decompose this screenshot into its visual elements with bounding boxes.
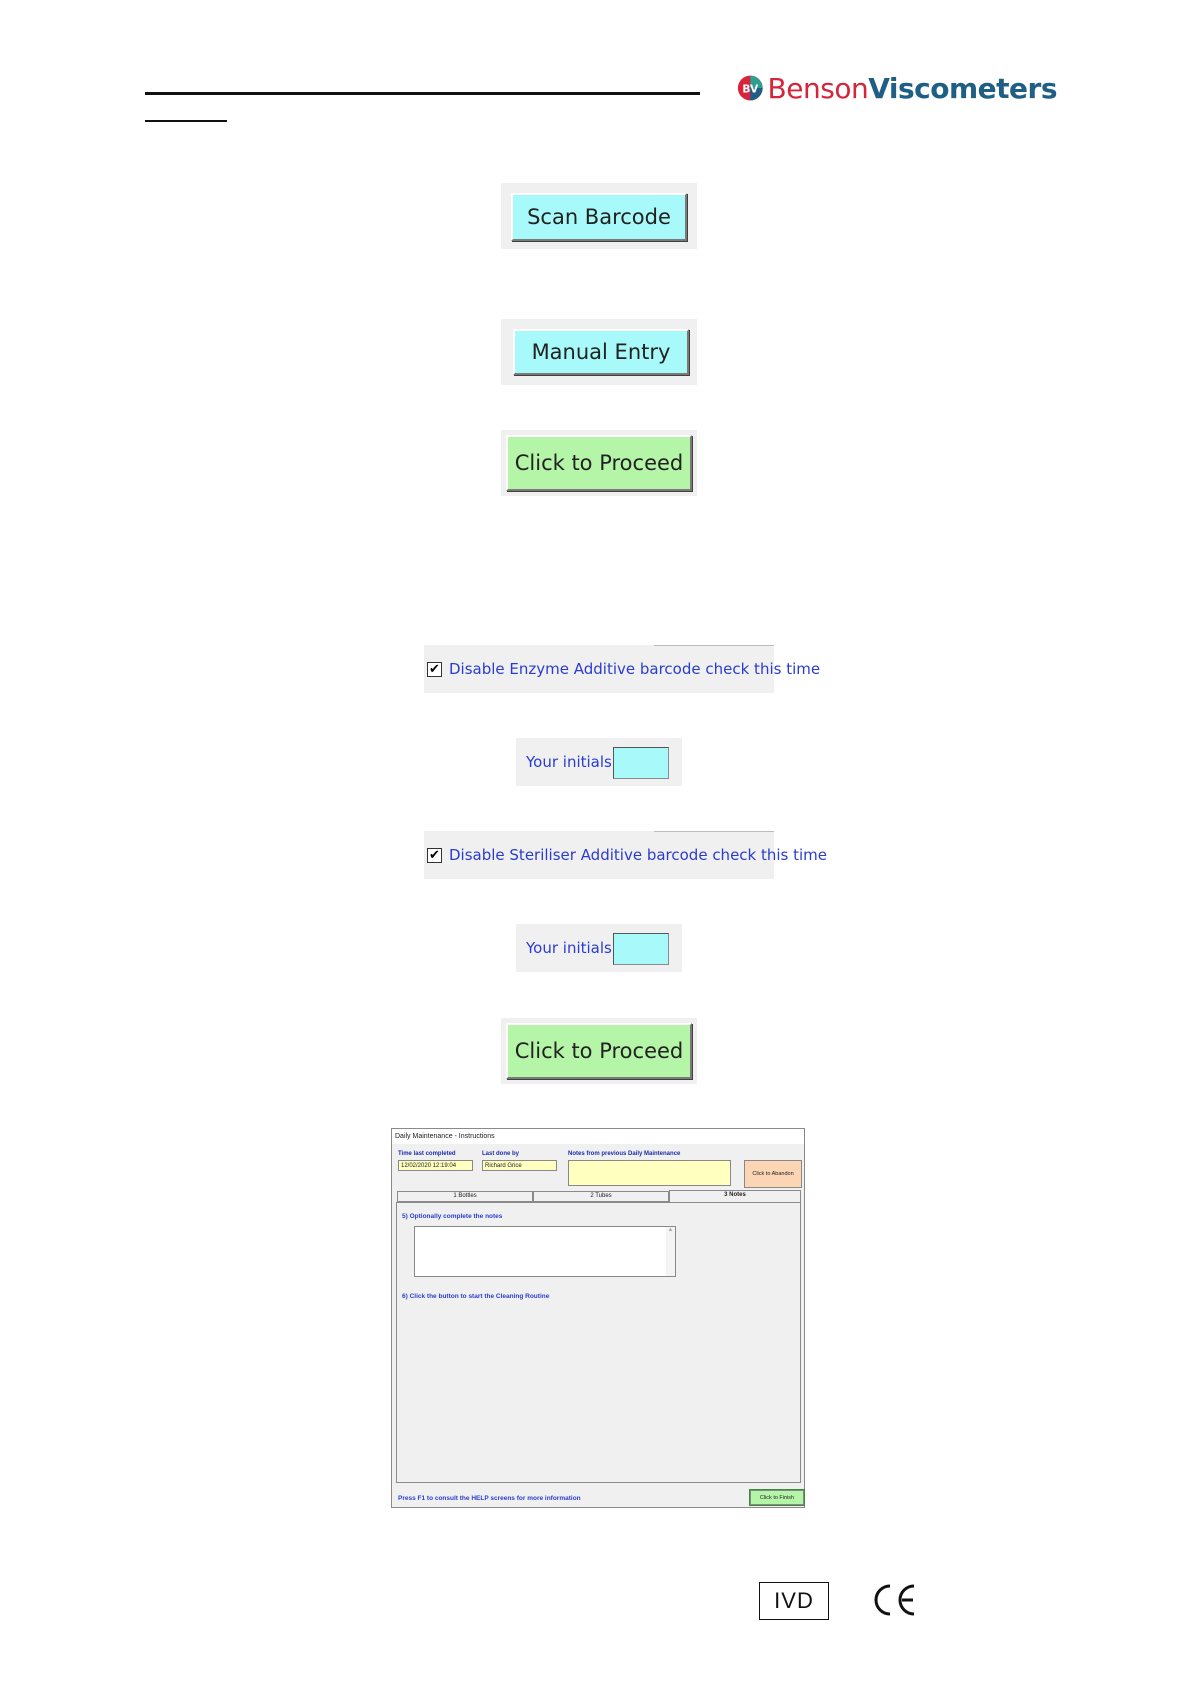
enzyme-initials-input[interactable] [613, 747, 669, 779]
benson-viscometers-logo [737, 68, 1057, 108]
logo-benson-text: Benson [767, 71, 869, 105]
manual-entry-panel [501, 319, 697, 385]
header-rule-short [145, 120, 227, 122]
abandon-button[interactable]: Click to Abandon [744, 1160, 802, 1188]
last-done-by-label: Last done by [482, 1151, 520, 1157]
notes-scrollbar[interactable]: ▲ [666, 1227, 675, 1276]
notes-textarea[interactable] [414, 1226, 676, 1277]
ce-mark-icon [870, 1582, 918, 1618]
previous-notes-label: Notes from previous Daily Maintenance [568, 1151, 681, 1157]
proceed-panel-1 [501, 430, 697, 496]
proceed-panel-2 [501, 1018, 697, 1084]
proceed-button-1[interactable]: Click to Proceed [506, 435, 692, 491]
step-5-text: 5) Optionally complete the notes [402, 1213, 503, 1220]
steriliser-checkbox-row [424, 831, 828, 879]
enzyme-checkbox-label: Disable Enzyme Additive barcode check this time [449, 660, 821, 678]
enzyme-checkbox[interactable]: ✔ [427, 662, 442, 677]
manual-entry-button[interactable]: Manual Entry [513, 329, 689, 375]
enzyme-checkbox-row [424, 645, 821, 693]
proceed-button-2[interactable]: Click to Proceed [506, 1023, 692, 1079]
last-done-by-field: Richard Grice [482, 1160, 557, 1171]
header-rule [145, 92, 700, 95]
tab-bottles[interactable]: 1 Bottles [397, 1191, 533, 1202]
finish-button[interactable]: Click to Finish [750, 1490, 804, 1505]
help-hint-text: Press F1 to consult the HELP screens for more information [398, 1495, 581, 1502]
enzyme-initials-label: Your initials [526, 753, 612, 771]
logo-viscometers-text: Viscometers [868, 71, 1057, 105]
ivd-mark: IVD [759, 1582, 829, 1620]
bv-logo-letters: BV [742, 82, 759, 96]
scan-barcode-panel [501, 183, 697, 249]
window-title: Daily Maintenance - Instructions [392, 1129, 804, 1144]
steriliser-initials-label: Your initials [526, 939, 612, 957]
step-6-text: 6) Click the button to start the Cleaning Routine [402, 1293, 550, 1300]
time-last-completed-label: Time last completed [398, 1151, 456, 1157]
bv-logo-icon [737, 73, 764, 103]
scan-barcode-button[interactable]: Scan Barcode [511, 193, 687, 241]
tab-tubes[interactable]: 2 Tubes [533, 1191, 669, 1202]
steriliser-checkbox[interactable]: ✔ [427, 848, 442, 863]
steriliser-initials-input[interactable] [613, 933, 669, 965]
steriliser-checkbox-label: Disable Steriliser Additive barcode check this time [449, 846, 828, 864]
time-last-completed-field: 12/02/2020 12:19:04 [398, 1160, 473, 1171]
steriliser-initials-row [516, 924, 682, 972]
enzyme-initials-row [516, 738, 682, 786]
previous-notes-field [568, 1160, 731, 1186]
tab-notes[interactable]: 3 Notes [669, 1190, 801, 1203]
